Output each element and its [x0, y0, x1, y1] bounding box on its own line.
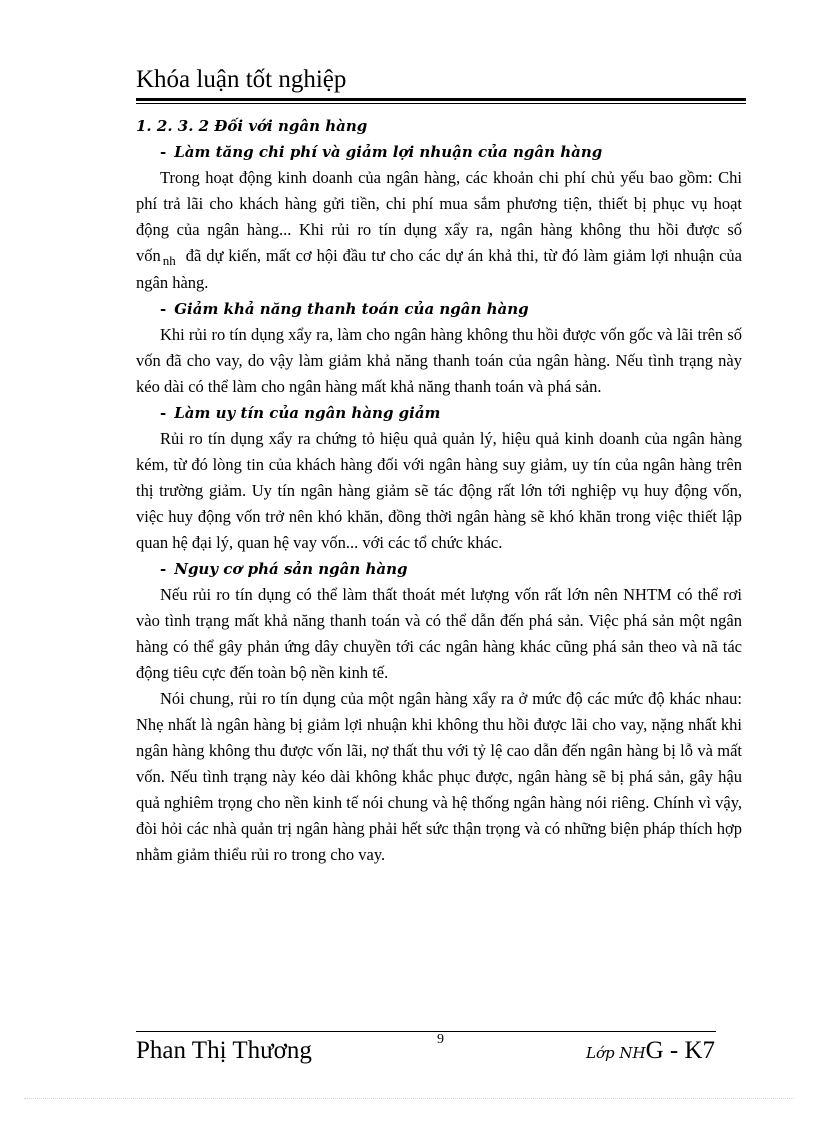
paragraph-bankruptcy: Nếu rủi ro tín dụng có thể làm thất thoát mét lượng vốn rất lớn nên NHTM có thể rơi vào tình trạng mất khả năng thanh toán và có thể dẫn đến phá sản. Việc phá sản một ngân hàng có thể gây phản ứng dây chuyền tới các ngân hàng khác cũng phá sản theo và nã tác động tiêu cực đến toàn bộ nền kinh tế. [136, 585, 742, 682]
subheading-cost-profit: - Làm tăng chi phí và giảm lợi nhuận của ngân hàng [160, 143, 603, 161]
footer-author: Phan Thị Thương [136, 1037, 312, 1064]
section-heading: 1. 2. 3. 2 Đối với ngân hàng [136, 117, 368, 135]
page-number: 9 [437, 1032, 444, 1047]
footer-class: Lớp NHG - K7 [586, 1037, 716, 1064]
subheading-reputation: - Làm uy tín của ngân hàng giảm [160, 404, 441, 422]
subheading-liquidity: - Giảm khả năng thanh toán của ngân hàng [160, 300, 529, 318]
header-rule-thin [136, 103, 746, 104]
document-body [136, 113, 742, 868]
inline-small-text: nh [162, 253, 176, 268]
subheading-bankruptcy: - Nguy cơ phá sản ngân hàng [160, 560, 408, 578]
paragraph-liquidity: Khi rủi ro tín dụng xẩy ra, làm cho ngân hàng không thu hồi được vốn gốc và lãi trên số vốn đã cho vay, do vậy làm giảm khả năng thanh toán của ngân hàng. Nếu tình trạng này kéo dài có thể làm cho ngân hàng mất khả năng thanh toán và phá sản. [136, 325, 742, 396]
paragraph-cost-profit: Trong hoạt động kinh doanh của ngân hàng, các khoản chi phí chủ yếu bao gồm: Chi phí trả lãi cho khách hàng gửi tiền, chi phí mua sắm phương tiện, thiết bị phục vụ hoạt động của ngân hàng... Khi rủi ro tín dụng xẩy ra, ngân hàng không thu hồi được số vốn $_{nh}$ đã dự kiến, mất cơ hội đầu tư cho các dự án khả thi, từ đó làm giảm lợi nhuận của ngân hàng. [136, 168, 742, 292]
page-header-title: Khóa luận tốt nghiệp [136, 66, 347, 93]
header-rule-thick [136, 98, 746, 101]
page-bottom-border [24, 1098, 794, 1099]
paragraph-reputation: Rủi ro tín dụng xẩy ra chứng tỏ hiệu quả quản lý, hiệu quả kinh doanh của ngân hàng kém, từ đó lòng tin của khách hàng đối với ngân hàng suy giảm, uy tín của ngân hàng trên thị trường giảm. Uy tín ngân hàng giảm sẽ tác động rất lớn tới nghiệp vụ huy động vốn, việc huy động vốn trở nên khó khăn, đồng thời ngân hàng sẽ khó khăn trong việc thiết lập quan hệ đại lý, quan hệ vay vốn... với các tổ chức khác. [136, 429, 742, 552]
paragraph-conclusion: Nói chung, rủi ro tín dụng của một ngân hàng xẩy ra ở mức độ các mức độ khác nhau: Nhẹ nhất là ngân hàng bị giảm lợi nhuận khi không thu hồi được lãi cho vay, nặng nhất khi ngân hàng không thu được vốn lãi, nợ thất thu với tỷ lệ cao dẫn đến ngân hàng bị lỗ và mất vốn. Nếu tình trạng này kéo dài không khắc phục được, ngân hàng sẽ bị phá sản, gây hậu quả nghiêm trọng cho nền kinh tế nói chung và hệ thống ngân hàng nói riêng. Chính vì vậy, đòi hỏi các nhà quản trị ngân hàng phải hết sức thận trọng và có những biện pháp thích hợp nhằm giảm thiểu rủi ro trong cho vay. [136, 689, 742, 864]
footer-rule [136, 1031, 716, 1032]
